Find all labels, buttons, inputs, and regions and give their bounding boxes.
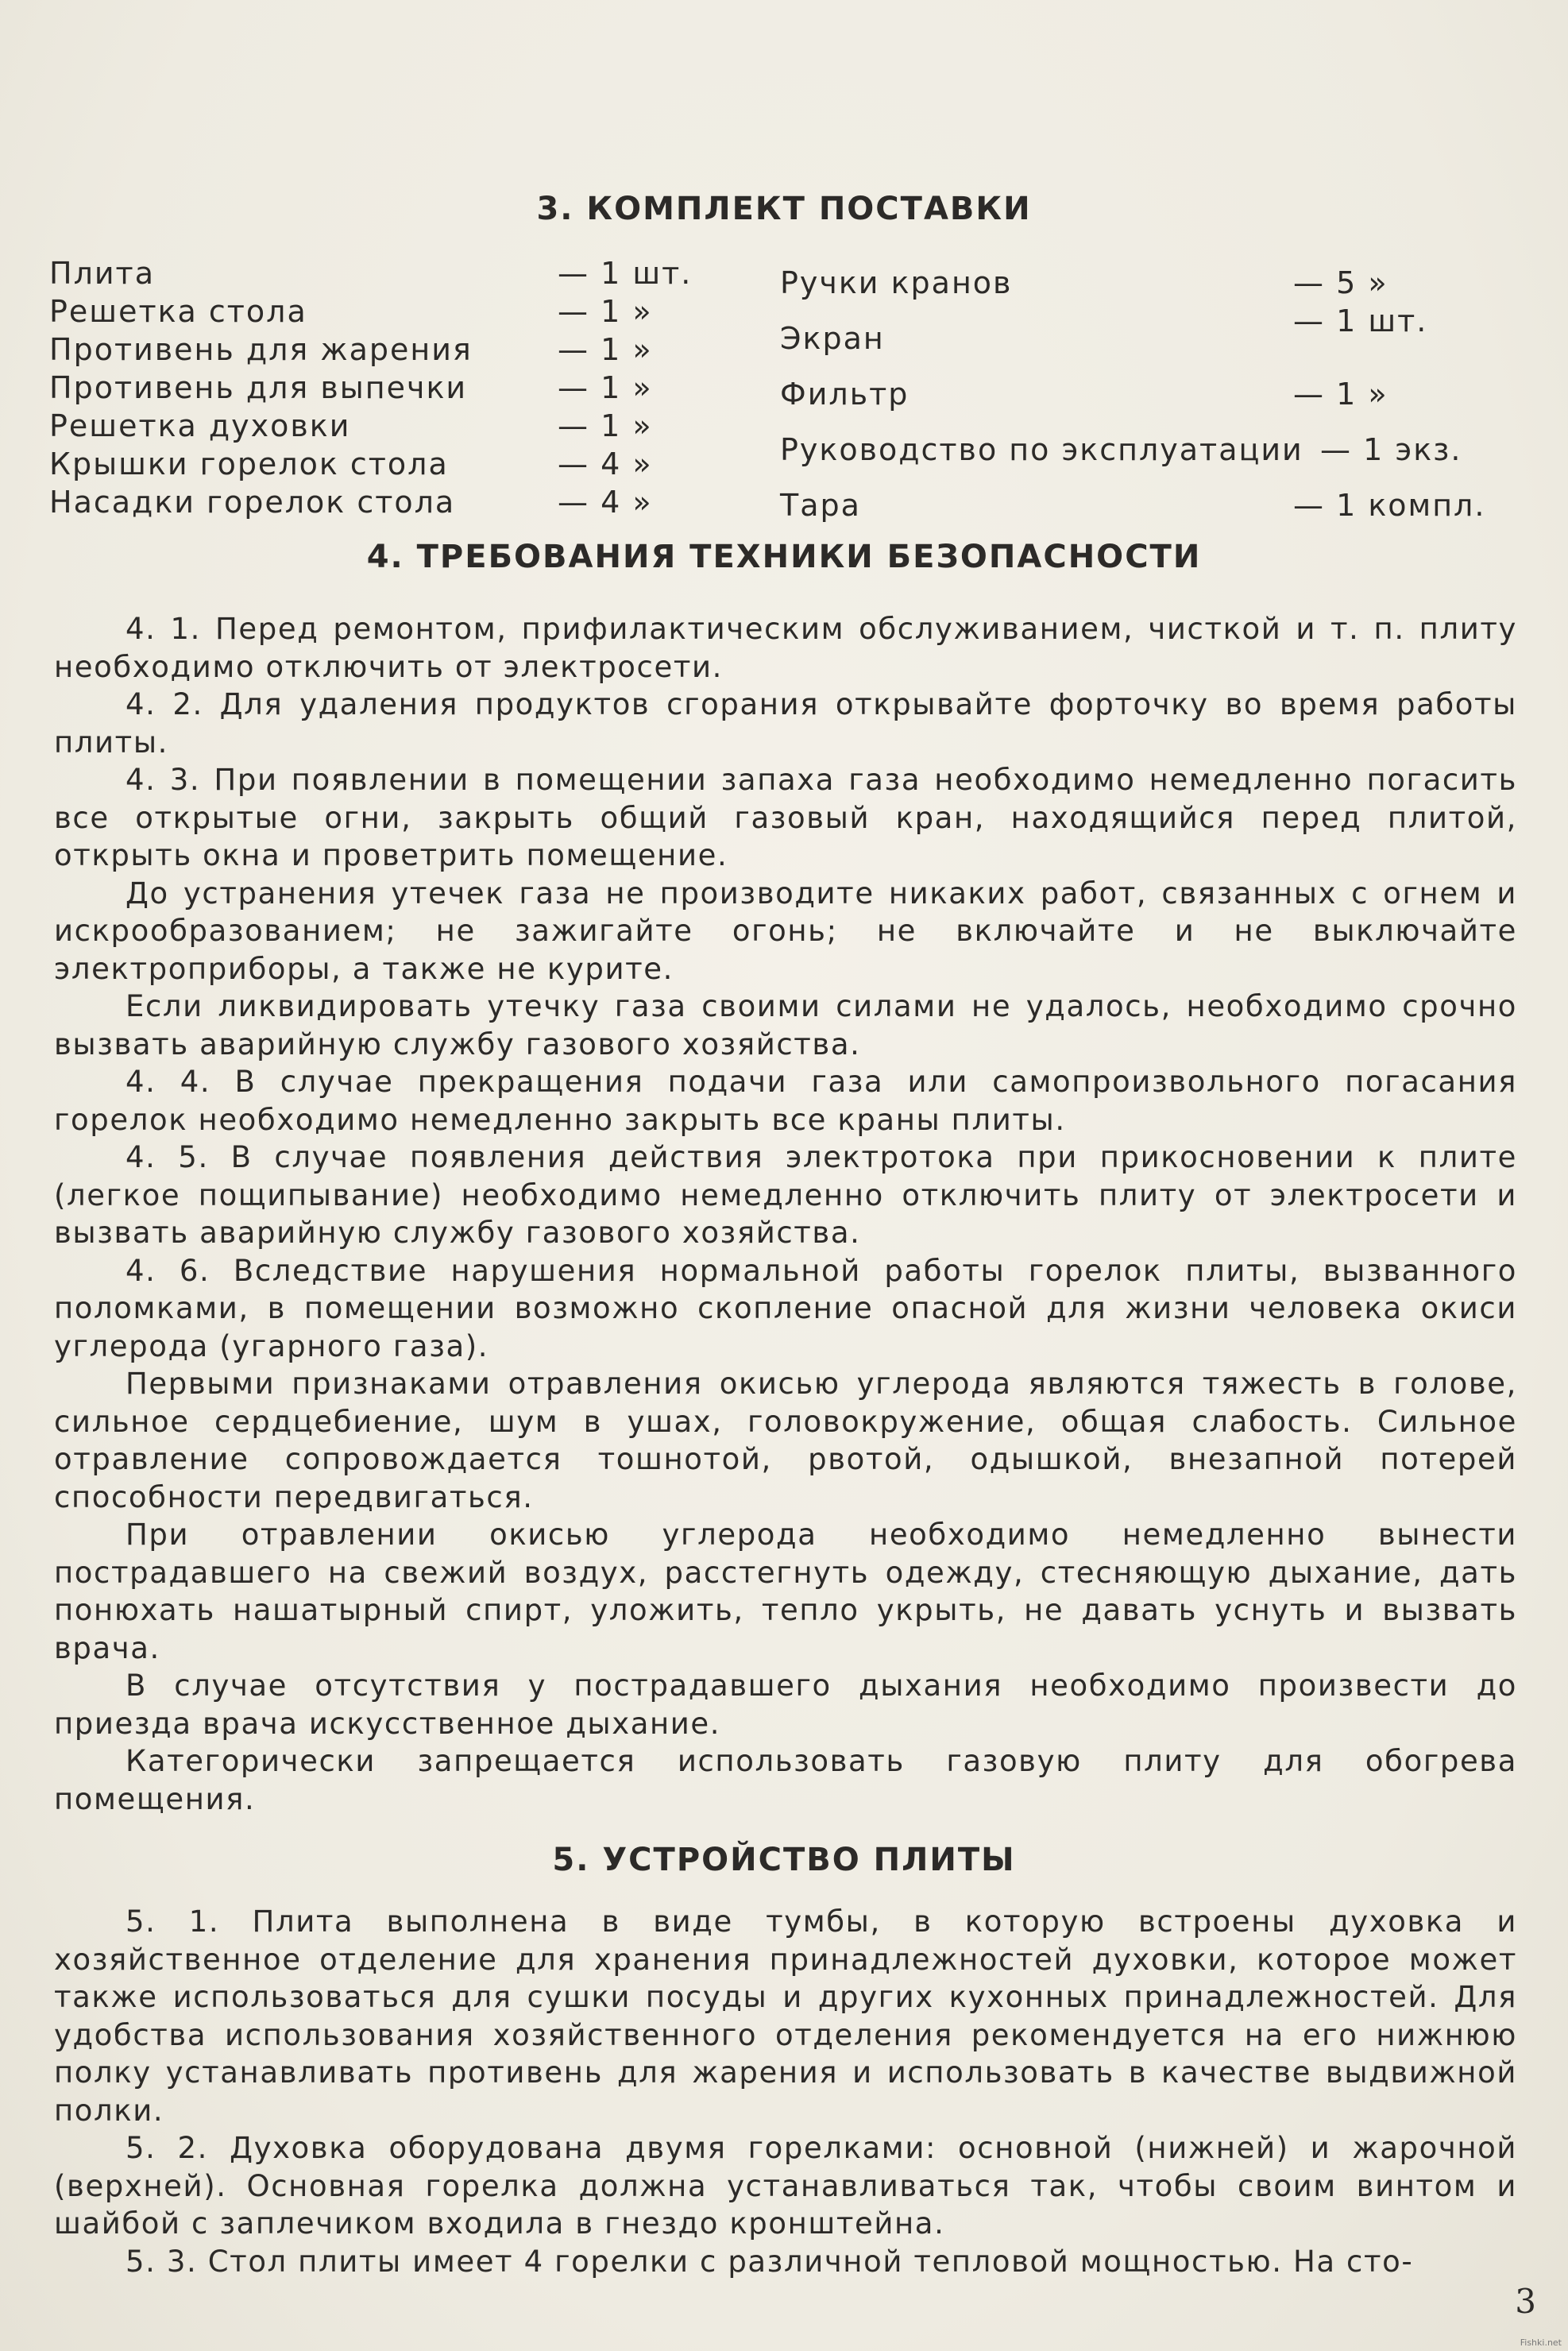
kit-item-name: Руководство по эксплуатации [780, 432, 1303, 467]
kit-item-name: Противень для выпечки [49, 370, 468, 405]
section-5-heading: 5. УСТРОЙСТВО ПЛИТЫ [552, 1842, 1016, 1878]
section-4-body [54, 610, 1517, 1818]
section-4-heading: 4. ТРЕБОВАНИЯ ТЕХНИКИ БЕЗОПАСНОСТИ [366, 539, 1202, 575]
kit-item [49, 253, 764, 291]
kit-list-left [49, 253, 764, 520]
kit-list-right [780, 245, 1519, 523]
paragraph: 4. 3. При появлении в помещении запаха газа необходимо немедленно погасить все открытые огни, закрыть общий газовый кран, находящийся перед плитой, открыть окна и проветрить помещение. [54, 763, 1517, 872]
kit-item-qty: — 5 » [1293, 265, 1388, 300]
kit-item-qty: — 1 » [558, 332, 653, 367]
paragraph: В случае отсутствия у пострадавшего дыхания необходимо произвести до приезда врача искусственное дыхание. [54, 1669, 1517, 1741]
kit-item-qty: — 4 » [558, 447, 653, 481]
kit-item [780, 245, 1519, 300]
kit-item-name: Насадки горелок стола [49, 485, 456, 520]
paragraph: 5. 1. Плита выполнена в виде тумбы, в которую встроены духовка и хозяйственное отделение для хранения принадлежностей духовки, которое может также использоваться для сушки посуды и других кухонных принадлежностей. Для удобства использования хозяйственного отделения рекомендуется на его нижнюю полку устанавливать противень для жарения и использовать в качестве выдвижной полки. [54, 1904, 1517, 2128]
paragraph: До устранения утечек газа не производите никаких работ, связанных с огнем и искрообразованием; не зажигайте огонь; не включайте и не выключайте электроприборы, а также не курите. [54, 876, 1517, 986]
paragraph: Категорически запрещается использовать газовую плиту для обогрева помещения. [54, 1744, 1517, 1816]
kit-item-qty: — 1 экз. [1320, 432, 1462, 467]
paragraph: 4. 2. Для удаления продуктов сгорания открывайте форточку во время работы плиты. [54, 687, 1517, 760]
paragraph: 4. 5. В случае появления действия электротока при прикосновении к плите (легкое пощипывание) необходимо немедленно отключить плиту от электросети и вызвать аварийную службу газового хозяйства. [54, 1140, 1517, 1250]
kit-item-name: Решетка духовки [49, 408, 351, 443]
kit-item-name: Решетка стола [49, 294, 307, 329]
paragraph: 5. 2. Духовка оборудована двумя горелками: основной (нижней) и жарочной (верхней). Основная горелка должна устанавливаться так, чтобы своим винтом и шайбой с заплечиком входила в гнездо кронштейна. [54, 2131, 1517, 2241]
kit-item [780, 412, 1519, 467]
kit-item-qty: — 1 » [558, 408, 653, 443]
kit-item-name: Тара [780, 488, 861, 523]
kit-item [49, 443, 764, 481]
kit-item [780, 467, 1519, 523]
kit-item [780, 300, 1519, 356]
kit-item-name: Экран [780, 321, 885, 356]
paragraph: 5. 3. Стол плиты имеет 4 горелки с различной тепловой мощностью. На сто- [126, 2244, 1414, 2279]
section-5-body [54, 1903, 1517, 2280]
section-3-heading: 3. КОМПЛЕКТ ПОСТАВКИ [536, 191, 1032, 227]
paragraph: Если ликвидировать утечку газа своими силами не удалось, необходимо срочно вызвать аварийную службу газового хозяйства. [54, 989, 1517, 1061]
kit-item [49, 481, 764, 520]
kit-item-name: Ручки кранов [780, 265, 1013, 300]
kit-item-qty: — 4 » [558, 485, 653, 520]
page-number: 3 [1515, 2282, 1536, 2321]
kit-item [780, 356, 1519, 412]
kit-item-qty: — 1 шт. [558, 256, 693, 291]
paragraph: При отравлении окисью углерода необходимо немедленно вынести пострадавшего на свежий воздух, расстегнуть одежду, стесняющую дыхание, дать понюхать нашатырный спирт, уложить, тепло укрыть, не давать уснуть и вызвать врача. [54, 1518, 1517, 1665]
kit-item [49, 329, 764, 367]
kit-item-qty: — 1 » [558, 370, 653, 405]
kit-item-qty: — 1 шт. [1293, 304, 1428, 338]
watermark: Fishki.net [1520, 2337, 1562, 2348]
kit-item [49, 405, 764, 443]
paragraph: Первыми признаками отравления окисью углерода являются тяжесть в голове, сильное сердцебиение, шум в ушах, головокружение, общая слабость. Сильное отравление сопровождается тошнотой, рвотой, одышкой, внезапной потерей способности передвигаться. [54, 1367, 1517, 1514]
paragraph: 4. 1. Перед ремонтом, прифилактическим обслуживанием, чисткой и т. п. плиту необходимо отключить от электросети. [54, 612, 1517, 684]
kit-item [49, 291, 764, 329]
kit-item-name: Фильтр [780, 377, 910, 412]
kit-item-qty: — 1 » [558, 294, 653, 329]
paragraph: 4. 6. Вследствие нарушения нормальной работы горелок плиты, вызванного поломками, в помещении возможно скопление опасной для жизни человека окиси углерода (угарного газа). [54, 1253, 1517, 1363]
kit-item-name: Крышки горелок стола [49, 447, 449, 481]
paragraph: 4. 4. В случае прекращения подачи газа или самопроизвольного погасания горелок необходимо немедленно закрыть все краны плиты. [54, 1065, 1517, 1137]
kit-item-name: Противень для жарения [49, 332, 473, 367]
kit-item-qty: — 1 компл. [1293, 488, 1486, 523]
kit-item-qty: — 1 » [1293, 377, 1388, 412]
kit-item [49, 367, 764, 405]
kit-item-name: Плита [49, 256, 155, 291]
